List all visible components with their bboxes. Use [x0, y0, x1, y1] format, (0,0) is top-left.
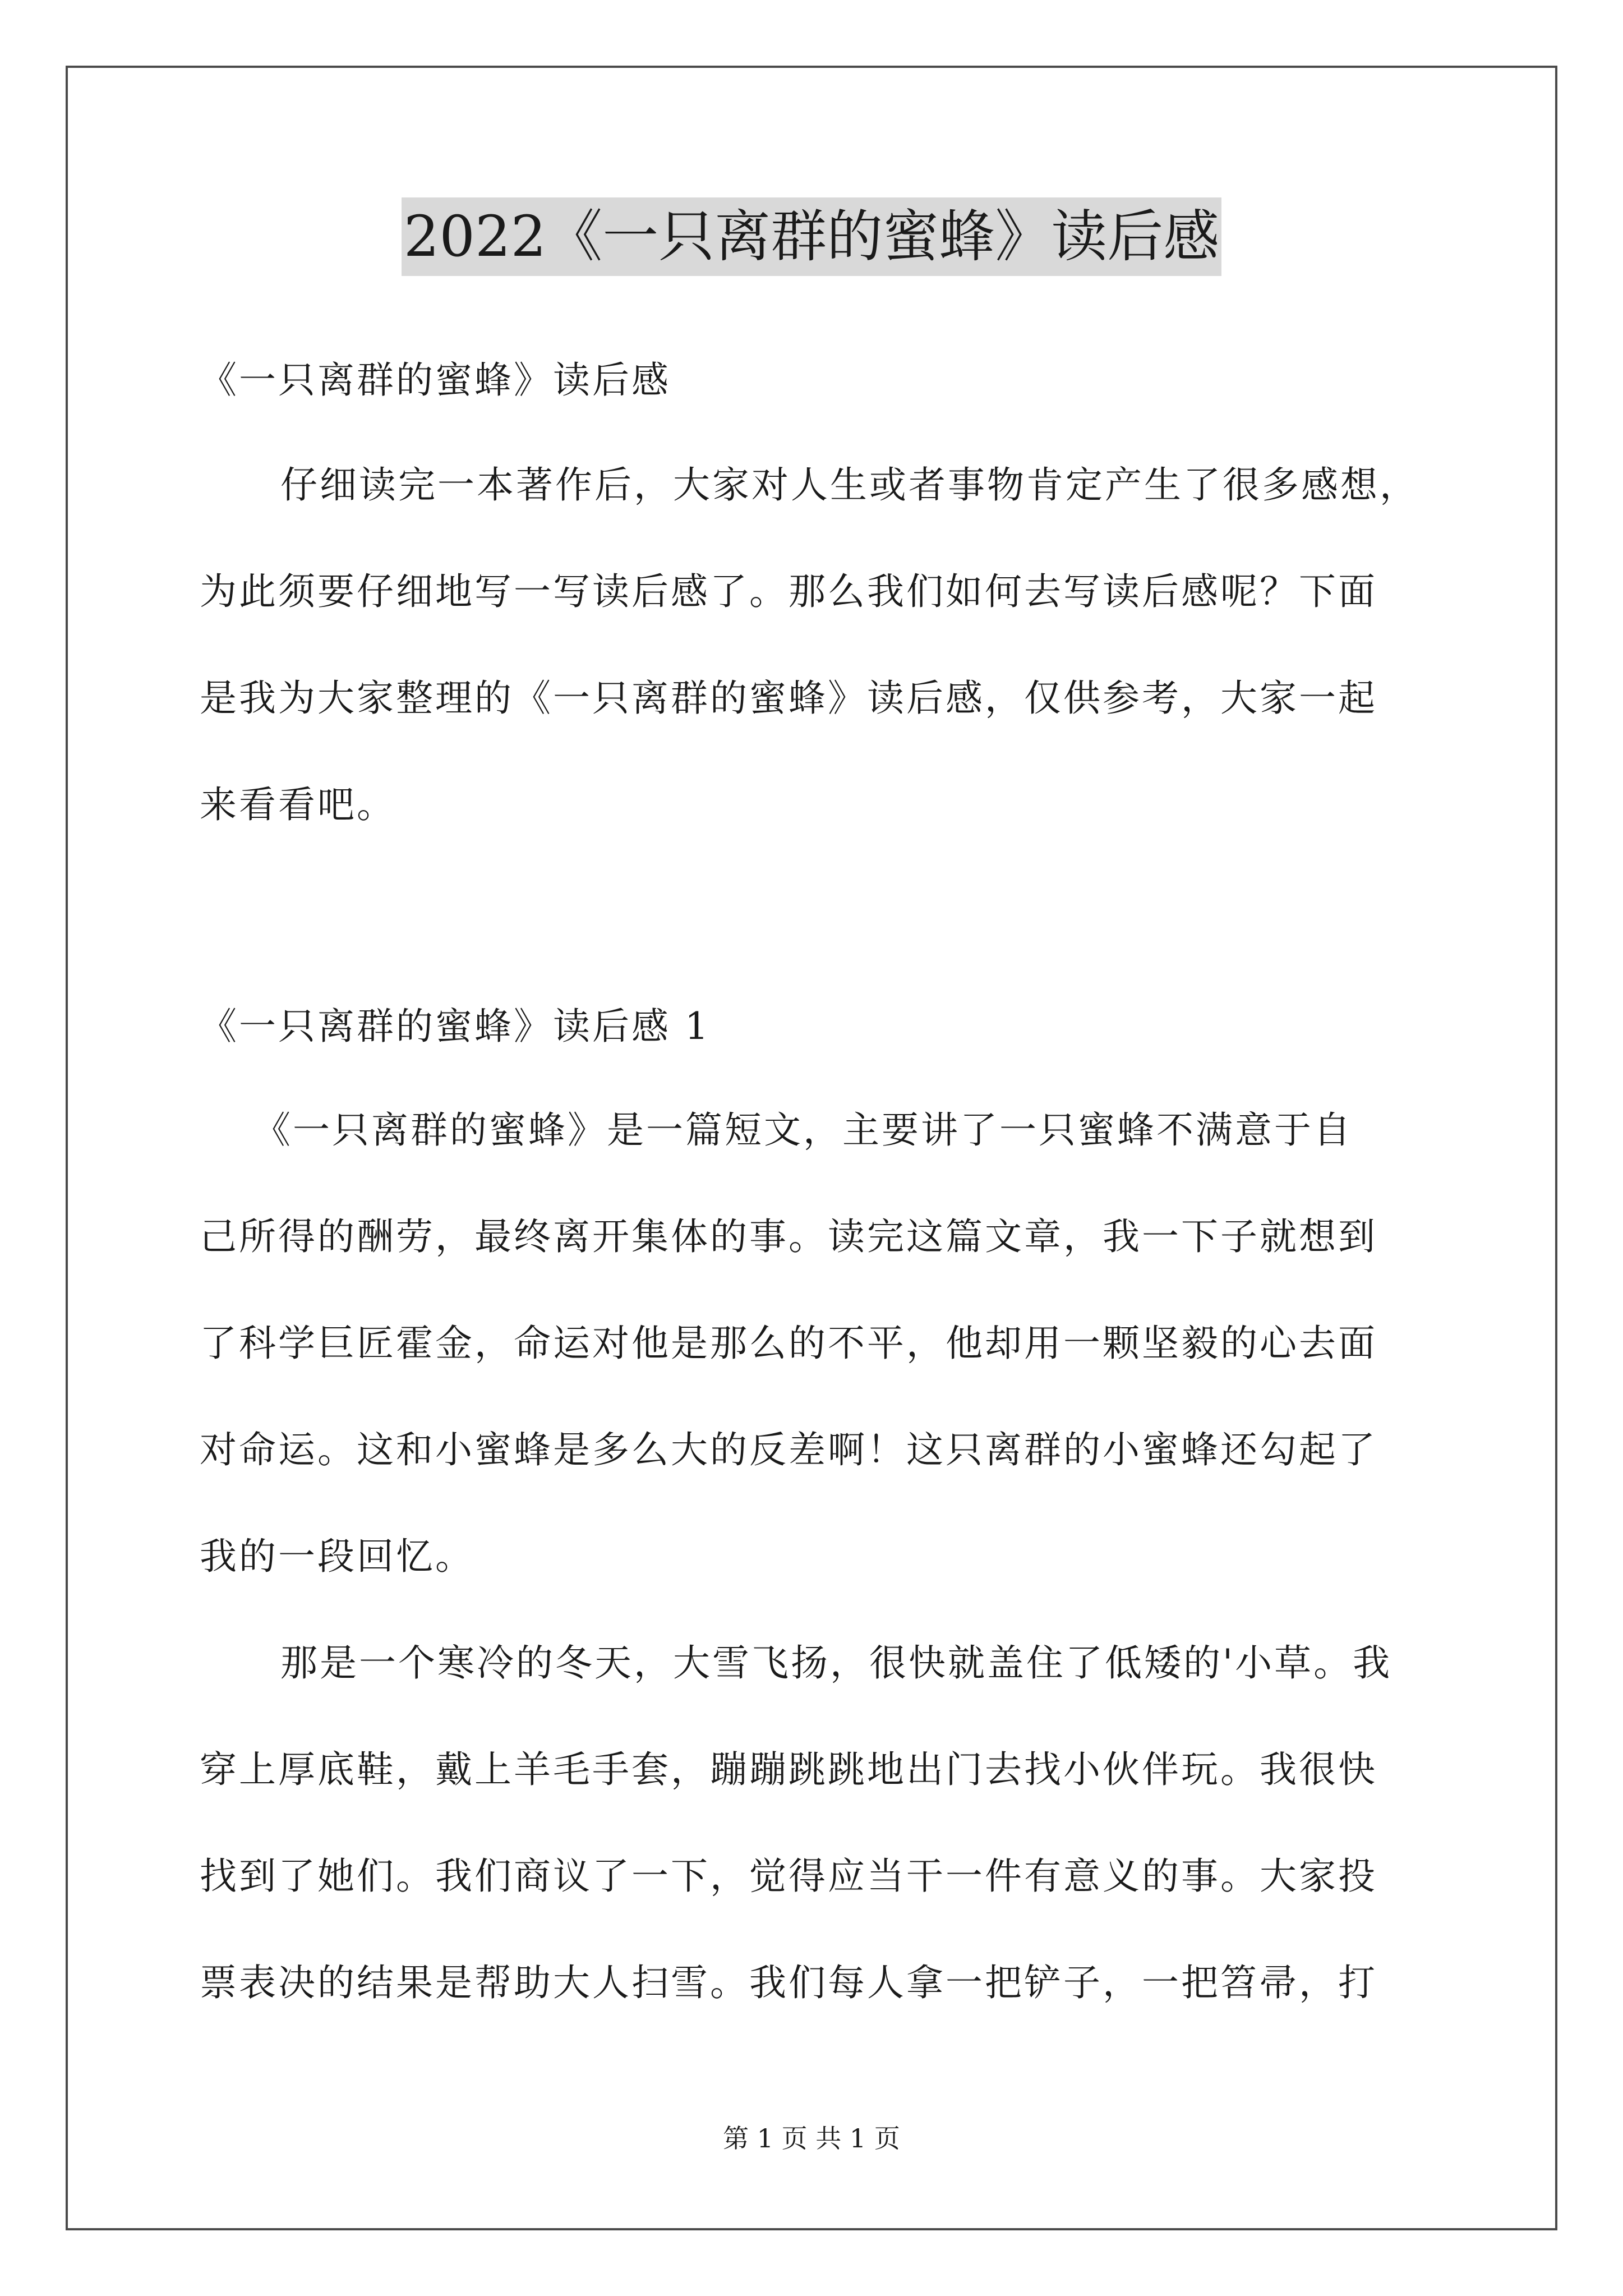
- paragraph2-line-1: 那是一个寒冷的冬天，大雪飞扬，很快就盖住了低矮的'小草。我: [280, 1641, 1393, 1685]
- intro-line-1: 仔细读完一本著作后，大家对人生或者事物肯定产生了很多感想，: [280, 463, 1419, 507]
- paragraph1-line-1: 《一只离群的蜜蜂》是一篇短文，主要讲了一只蜜蜂不满意于自: [253, 1108, 1353, 1152]
- intro-line-2: 为此须要仔细地写一写读后感了。那么我们如何去写读后感呢？下面: [200, 570, 1377, 613]
- paragraph1-line-3: 了科学巨匠霍金，命运对他是那么的不平，他却用一颗坚毅的心去面: [200, 1322, 1377, 1365]
- paragraph1-line-4: 对命运。这和小蜜蜂是多么大的反差啊！这只离群的小蜜蜂还勾起了: [200, 1428, 1377, 1471]
- paragraph1-line-2: 己所得的酬劳，最终离开集体的事。读完这篇文章，我一下子就想到: [200, 1215, 1377, 1258]
- paragraph2-line-2: 穿上厚底鞋，戴上羊毛手套，蹦蹦跳跳地出门去找小伙伴玩。我很快: [200, 1748, 1377, 1791]
- document-subtitle: 《一只离群的蜜蜂》读后感: [200, 358, 671, 402]
- paragraph2-line-3: 找到了她们。我们商议了一下，觉得应当干一件有意义的事。大家投: [200, 1855, 1377, 1898]
- intro-line-4: 来看看吧。: [200, 783, 396, 826]
- page-footer: 第 1 页 共 1 页: [723, 2123, 900, 2154]
- document-title: 2022《一只离群的蜜蜂》读后感: [402, 197, 1222, 276]
- title-container: [0, 197, 1623, 276]
- paragraph1-line-5: 我的一段回忆。: [200, 1535, 474, 1578]
- paragraph2-line-4: 票表决的结果是帮助大人扫雪。我们每人拿一把铲子，一把笤帚，打: [200, 1961, 1377, 2004]
- intro-line-3: 是我为大家整理的《一只离群的蜜蜂》读后感，仅供参考，大家一起: [200, 677, 1377, 720]
- section-heading: 《一只离群的蜜蜂》读后感 1: [200, 1005, 711, 1048]
